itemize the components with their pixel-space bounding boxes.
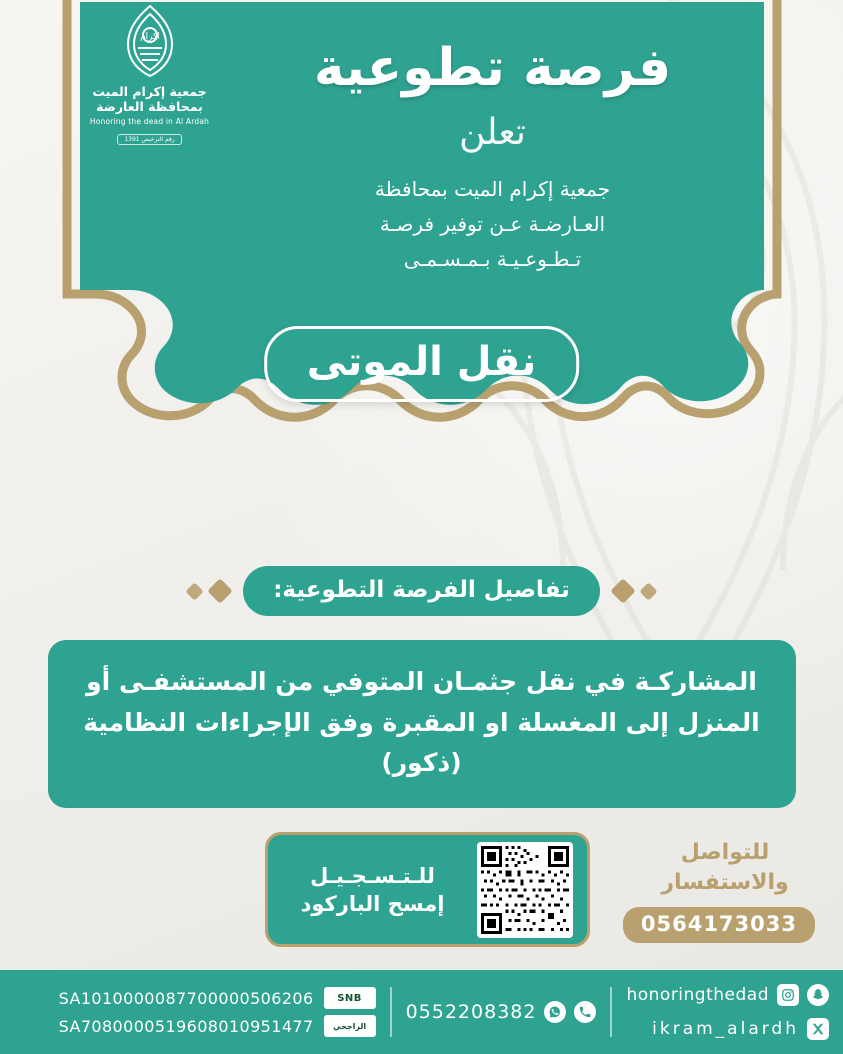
header-arch [27, 0, 817, 514]
register-text [282, 864, 463, 916]
diamond-ornament-left [188, 582, 229, 600]
x-handle[interactable]: ikram_alardh [652, 1019, 799, 1039]
bank-logo-rajhi: الراجحي [324, 1015, 376, 1037]
social-row-1 [626, 978, 829, 1012]
bank-iban: SA7080000519608010951477 [58, 1016, 314, 1036]
details-heading-row [172, 566, 672, 616]
paragraph-line-3: تـطـوعـيـة بـمـسـمـى [403, 247, 582, 271]
details-card [48, 640, 796, 808]
details-line-2: المنزل إلى المغسلة او المقبرة وفق الإجراءات النظامية [83, 707, 760, 737]
bank-logo-snb: SNB [324, 987, 376, 1009]
header-content [46, 0, 798, 494]
contact-label-line-1: للتواصل [680, 840, 770, 865]
bank-row [59, 1015, 376, 1037]
footer-divider-2 [390, 987, 392, 1037]
bank-row [59, 987, 376, 1009]
details-line-1: المشاركـة في نقل جثمـان المتوفي من المستشفـى أو [86, 667, 757, 696]
whatsapp-icon[interactable] [544, 1001, 566, 1023]
x-twitter-icon[interactable] [807, 1018, 829, 1040]
paragraph-line-1: جمعية إكرام الميت بمحافظة [374, 177, 611, 201]
whatsapp-icons-row [406, 995, 597, 1029]
footer-divider-1 [610, 987, 612, 1037]
diamond-icon [186, 582, 204, 600]
register-line-1: للـتـسـجـيـل [310, 863, 435, 888]
footer-bar [0, 970, 843, 1054]
logo-line-1: جمعية إكرام الميت [92, 84, 207, 99]
register-line-2: إمسح الباركود [300, 891, 445, 916]
instagram-icon[interactable] [777, 984, 799, 1006]
paragraph-line-2: العـارضـة عـن توفير فرصـة [379, 212, 606, 236]
poster-headline: فرصة تطوعية [313, 38, 672, 98]
logo-license-badge: رقم الترخيص 1391 [117, 134, 181, 145]
organization-logo [70, 2, 230, 145]
footer-bank-accounts [59, 987, 376, 1037]
poster-subline: تعلن [459, 112, 526, 153]
social-handle[interactable]: honoringthedad [626, 985, 769, 1005]
poster-paragraph [288, 172, 698, 277]
diamond-icon [610, 578, 635, 603]
contact-label-line-2: والاستفسار [661, 869, 789, 895]
social-row-2 [626, 1012, 829, 1046]
details-line-3: (ذكور) [381, 748, 462, 777]
contact-block [635, 838, 815, 943]
logo-line-2: بمحافظة العارضة [96, 99, 203, 114]
footer-whatsapp [406, 995, 597, 1029]
logo-line-3: Honoring the dead in Al Ardah [89, 117, 210, 126]
bank-iban: SA1010000087700000506206 [58, 988, 314, 1008]
qr-code[interactable] [477, 842, 573, 938]
svg-text:اكرام: اكرام [139, 32, 160, 42]
details-heading: تفاصيل الفرصة التطوعية: [243, 566, 600, 616]
opportunity-title-pill: نقل الموتى [264, 326, 580, 402]
snapchat-icon[interactable] [807, 984, 829, 1006]
phone-icon[interactable] [574, 1001, 596, 1023]
diamond-icon [208, 578, 233, 603]
whatsapp-number[interactable]: 0552208382 [405, 1001, 537, 1023]
mosque-quran-icon [114, 2, 186, 80]
register-qr-card[interactable] [265, 832, 590, 947]
footer-social [626, 978, 829, 1046]
diamond-ornament-right [614, 582, 655, 600]
contact-phone[interactable]: 0564173033 [623, 907, 815, 943]
diamond-icon [639, 582, 657, 600]
